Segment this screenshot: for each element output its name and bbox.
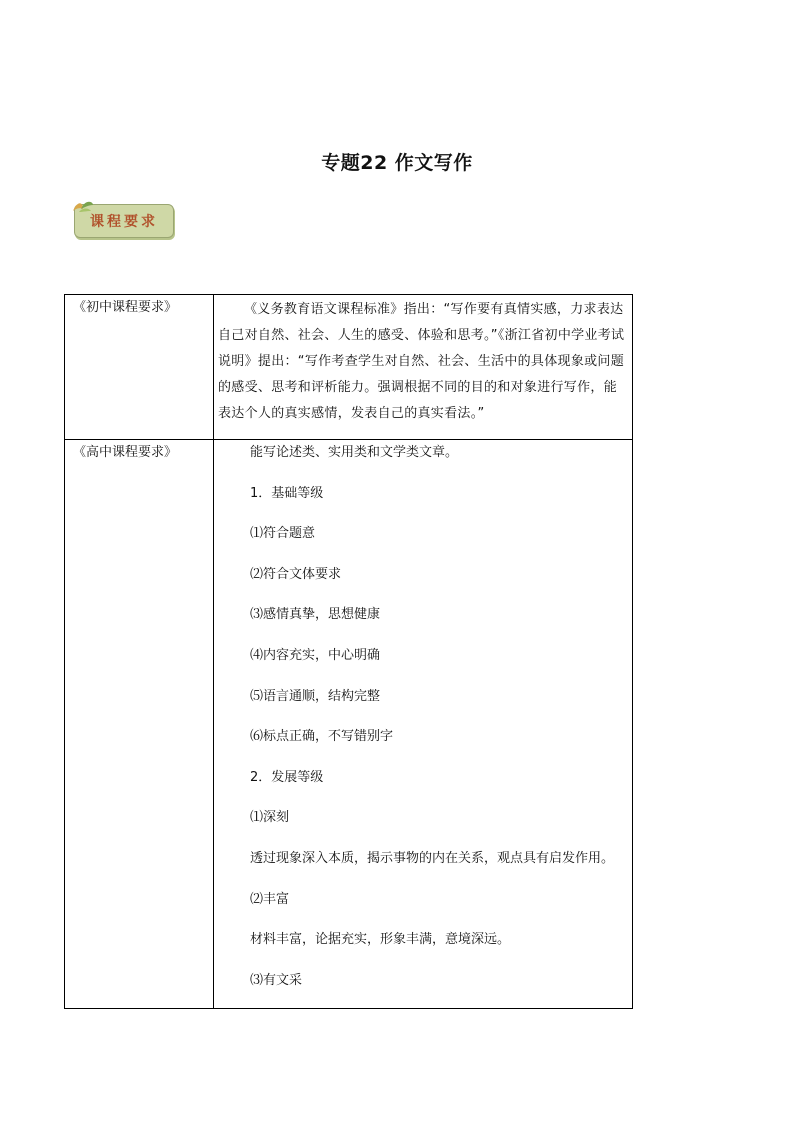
course-requirements-badge xyxy=(74,204,174,238)
list-item: ⑶有文采 xyxy=(250,972,303,988)
list-item: ⑴符合题意 xyxy=(250,526,316,542)
junior-header-cell xyxy=(65,295,214,440)
junior-header-label: 《初中课程要求》 xyxy=(73,300,178,315)
requirements-table xyxy=(64,294,633,1009)
list-item: 能写论述类、实用类和文学类文章。 xyxy=(250,445,459,460)
list-item: 2．发展等级 xyxy=(250,769,324,785)
junior-content-cell xyxy=(214,295,633,440)
list-item: ⑵符合文体要求 xyxy=(250,566,342,582)
list-item: ⑴深刻 xyxy=(250,810,290,826)
list-item: 材料丰富，论据充实，形象丰满，意境深远。 xyxy=(250,932,511,948)
list-item: 透过现象深入本质，揭示事物的内在关系，观点具有启发作用。 xyxy=(250,850,615,866)
badge-label: 课程要求 xyxy=(90,214,158,230)
table-row-senior xyxy=(65,440,633,1009)
list-item: ⑵丰富 xyxy=(250,891,290,907)
junior-content-text: 《义务教育语文课程标准》指出：“写作要有真情实感，力求表达自己对自然、社会、人生的感受、体验和思考。”《浙江省初中学业考试说明》提出：“写作考查学生对自然、社会、生活中的具体现象或问题的感受、思考和评析能力。强调根据不同的目的和对象进行写作，能表达个人的真实感情，发表自己的真实看法。” xyxy=(218,302,625,421)
list-item: ⑹标点正确，不写错别字 xyxy=(250,729,394,745)
list-item: 1．基础等级 xyxy=(250,485,324,501)
senior-header-cell xyxy=(65,440,214,1009)
page-title: 专题22 作文写作 xyxy=(321,152,473,174)
list-item: ⑸语言通顺，结构完整 xyxy=(250,688,381,704)
list-item: ⑶感情真挚，思想健康 xyxy=(250,607,381,623)
senior-header-label: 《高中课程要求》 xyxy=(73,445,178,460)
list-item: ⑷内容充实，中心明确 xyxy=(250,647,381,663)
senior-content-cell xyxy=(214,440,633,1009)
table-row-junior xyxy=(65,295,633,440)
